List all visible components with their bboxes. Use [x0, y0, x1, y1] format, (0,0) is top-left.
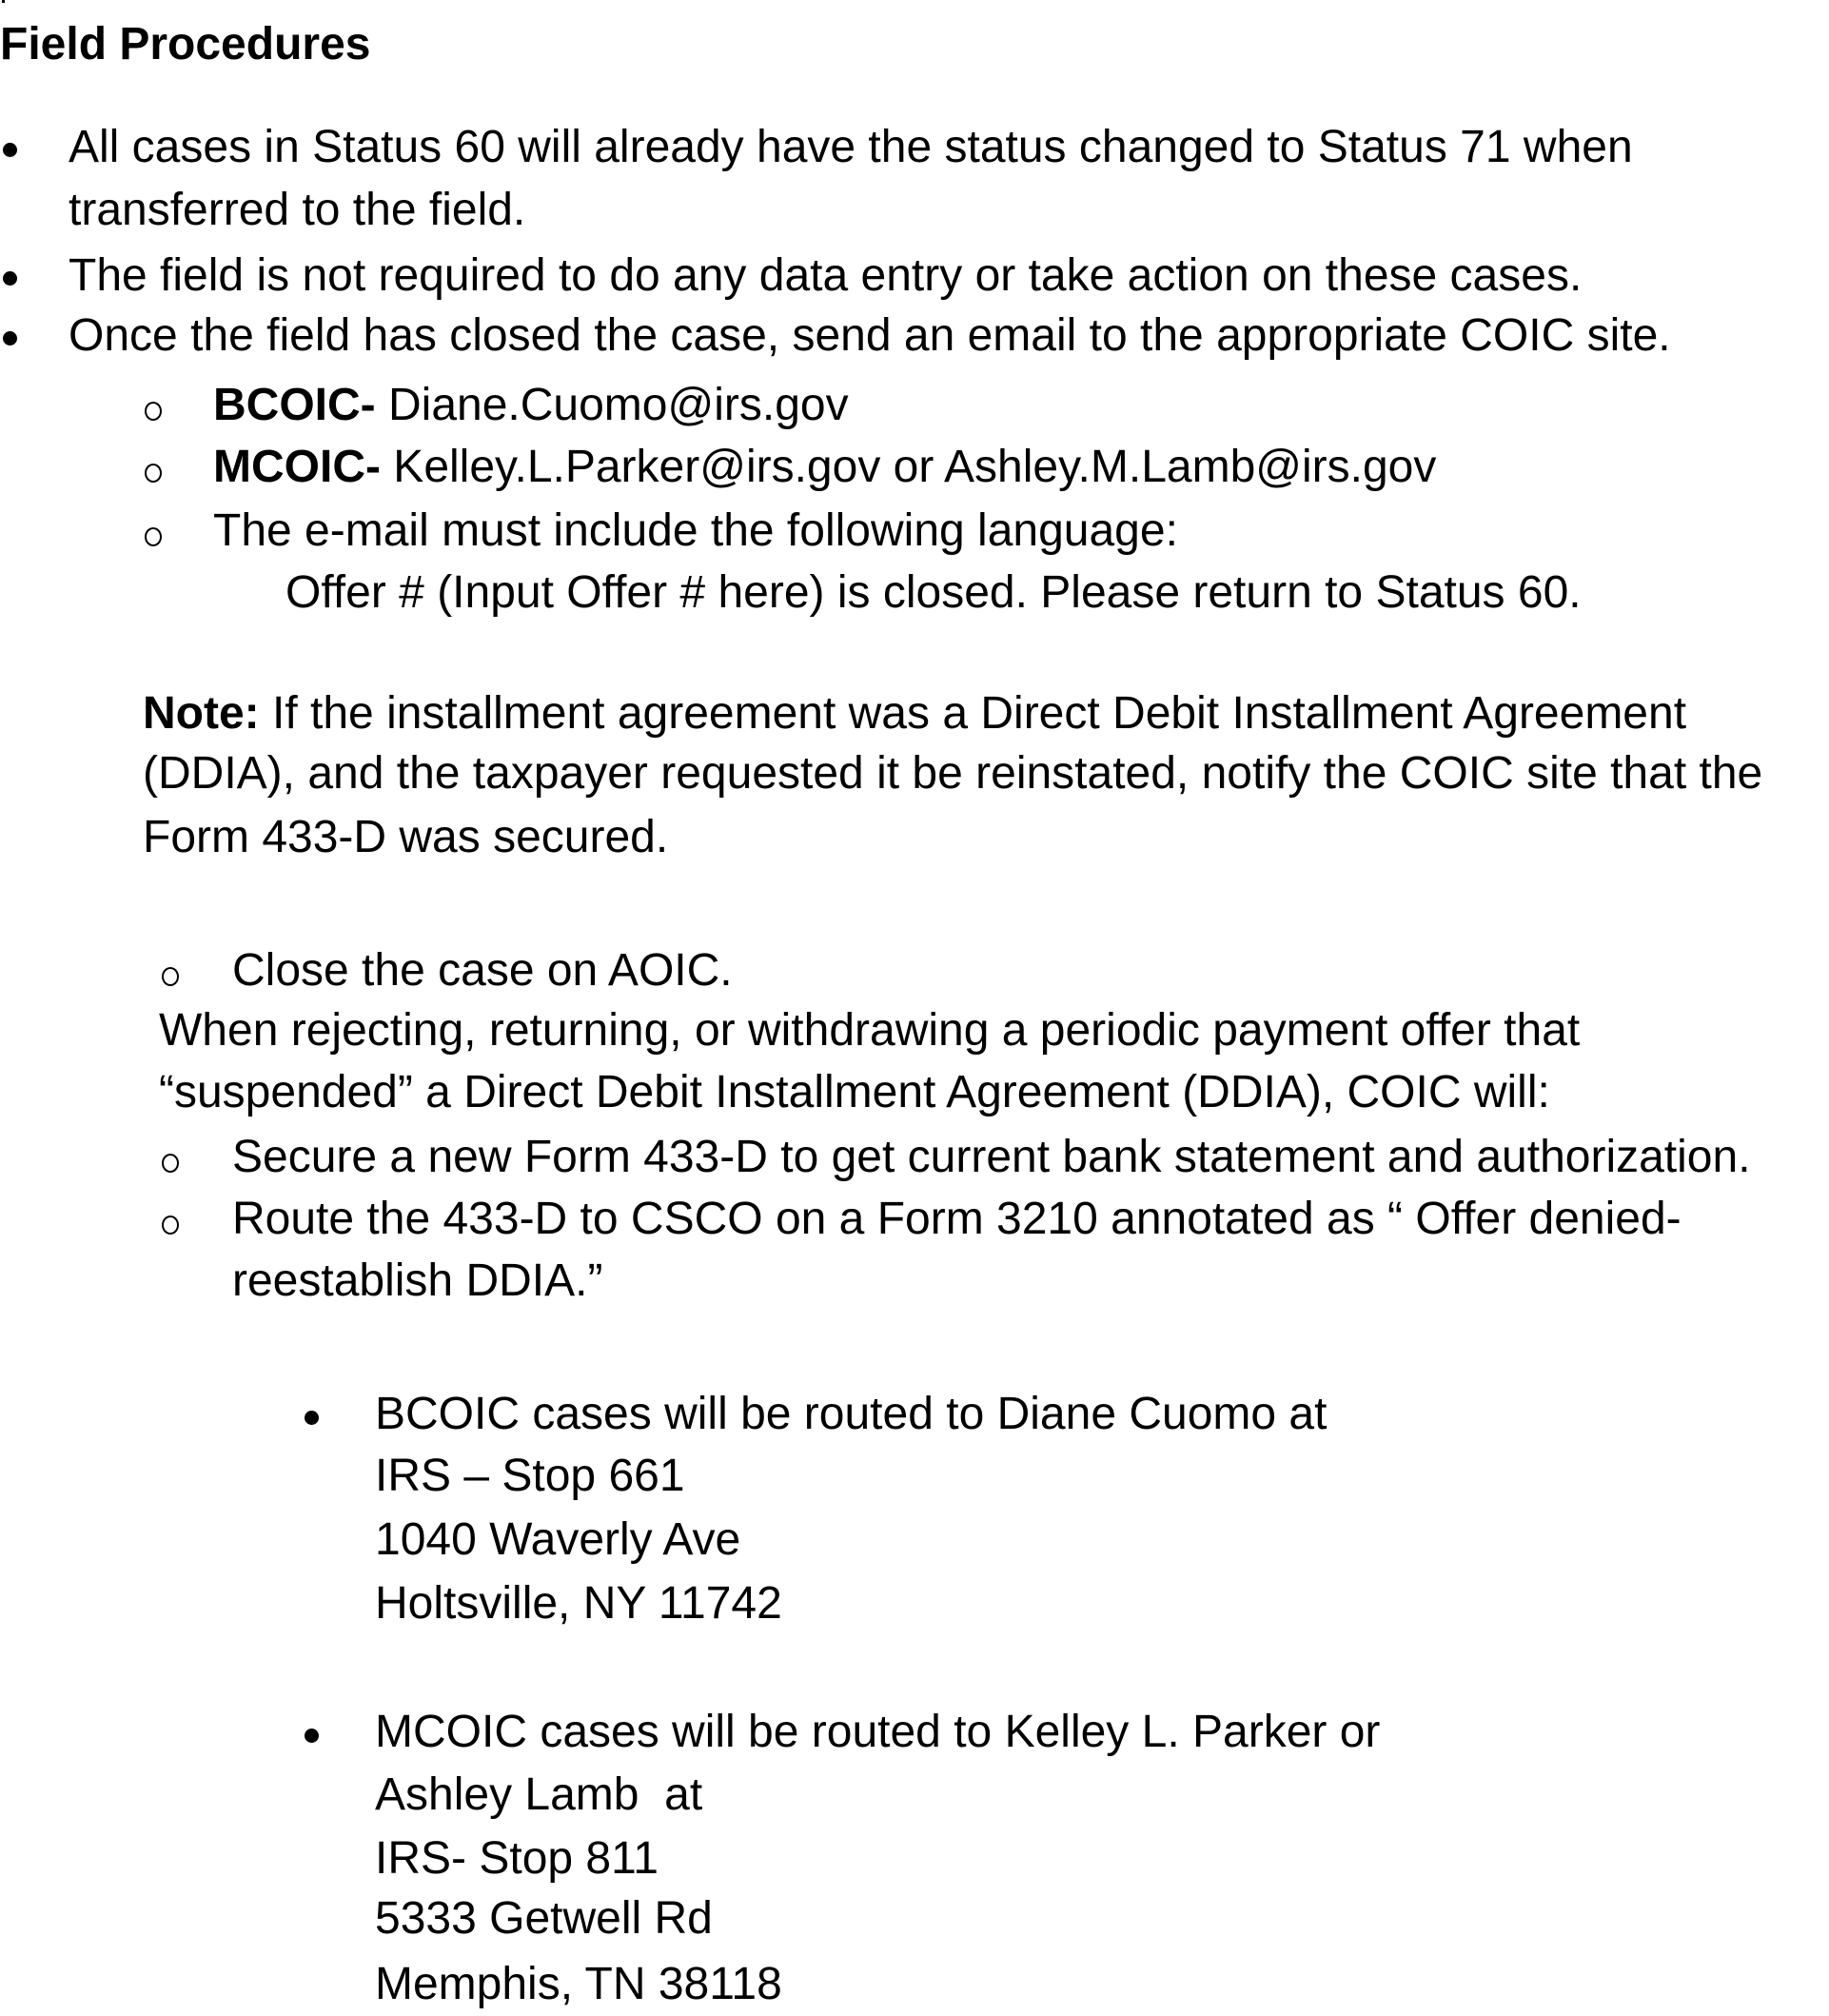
email-address[interactable]: Diane.Cuomo@irs.gov: [375, 380, 849, 430]
hollow-bullet-icon: [162, 967, 179, 986]
close-step-text: Close the case on AOIC.: [232, 945, 733, 996]
bullet-icon: [305, 1729, 319, 1743]
note-label: Note:: [143, 688, 260, 739]
routing-line: Memphis, TN 38118: [375, 1959, 782, 2009]
bullet-icon: [3, 331, 17, 346]
ddia-step-text: Route the 433-D to CSCO on a Form 3210 annotated as “ Offer denied-: [232, 1194, 1682, 1244]
hollow-bullet-icon: [145, 402, 162, 421]
stray-mark: [2, 0, 5, 3]
routing-line: Ashley Lamb at: [375, 1769, 703, 1820]
list-item-text: The field is not required to do any data entry or take action on these cases.: [69, 250, 1583, 301]
routing-line: 1040 Waverly Ave: [375, 1514, 741, 1565]
ddia-intro-line: When rejecting, returning, or withdrawing a periodic payment offer that: [159, 1005, 1581, 1056]
ddia-step-text: Secure a new Form 433-D to get current bank statement and authorization.: [232, 1132, 1751, 1182]
email-address[interactable]: Kelley.L.Parker@irs.gov or Ashley.M.Lamb@irs.gov: [380, 442, 1437, 492]
routing-line: IRS – Stop 661: [375, 1451, 685, 1501]
site-label: BCOIC-: [213, 380, 376, 430]
hollow-bullet-icon: [162, 1154, 179, 1173]
site-label: MCOIC-: [213, 442, 381, 492]
email-language-text: Offer # (Input Offer # here) is closed. Please return to Status 60.: [285, 567, 1582, 618]
ddia-step-text: reestablish DDIA.”: [232, 1255, 603, 1306]
routing-line: Holtsville, NY 11742: [375, 1578, 782, 1629]
list-item-text: transferred to the field.: [69, 185, 526, 235]
bullet-icon: [3, 271, 17, 286]
list-item-text: All cases in Status 60 will already have the status changed to Status 71 when: [69, 122, 1633, 172]
note-line: [143, 682, 1686, 745]
routing-line: BCOIC cases will be routed to Diane Cuomo at: [375, 1389, 1328, 1439]
bullet-icon: [3, 143, 17, 157]
email-contact-bcoic: [213, 374, 849, 437]
note-line: (DDIA), and the taxpayer requested it be reinstated, notify the COIC site that the: [143, 748, 1763, 799]
note-line: Form 433-D was secured.: [143, 812, 669, 862]
hollow-bullet-icon: [145, 527, 162, 546]
routing-line: MCOIC cases will be routed to Kelley L. Parker or: [375, 1707, 1381, 1757]
hollow-bullet-icon: [145, 464, 162, 483]
hollow-bullet-icon: [162, 1216, 179, 1235]
bullet-icon: [305, 1411, 319, 1425]
list-item-text: Once the field has closed the case, send an email to the appropriate COIC site.: [69, 310, 1671, 361]
page-title: Field Procedures: [0, 19, 371, 69]
routing-line: 5333 Getwell Rd: [375, 1893, 713, 1944]
note-text: If the installment agreement was a Direct Debit Installment Agreement: [259, 688, 1687, 739]
email-requirement-text: The e-mail must include the following language:: [213, 505, 1178, 556]
email-contact-mcoic: [213, 436, 1436, 499]
routing-line: IRS- Stop 811: [375, 1833, 659, 1884]
ddia-intro-line: “suspended” a Direct Debit Installment Agreement (DDIA), COIC will:: [159, 1067, 1550, 1117]
